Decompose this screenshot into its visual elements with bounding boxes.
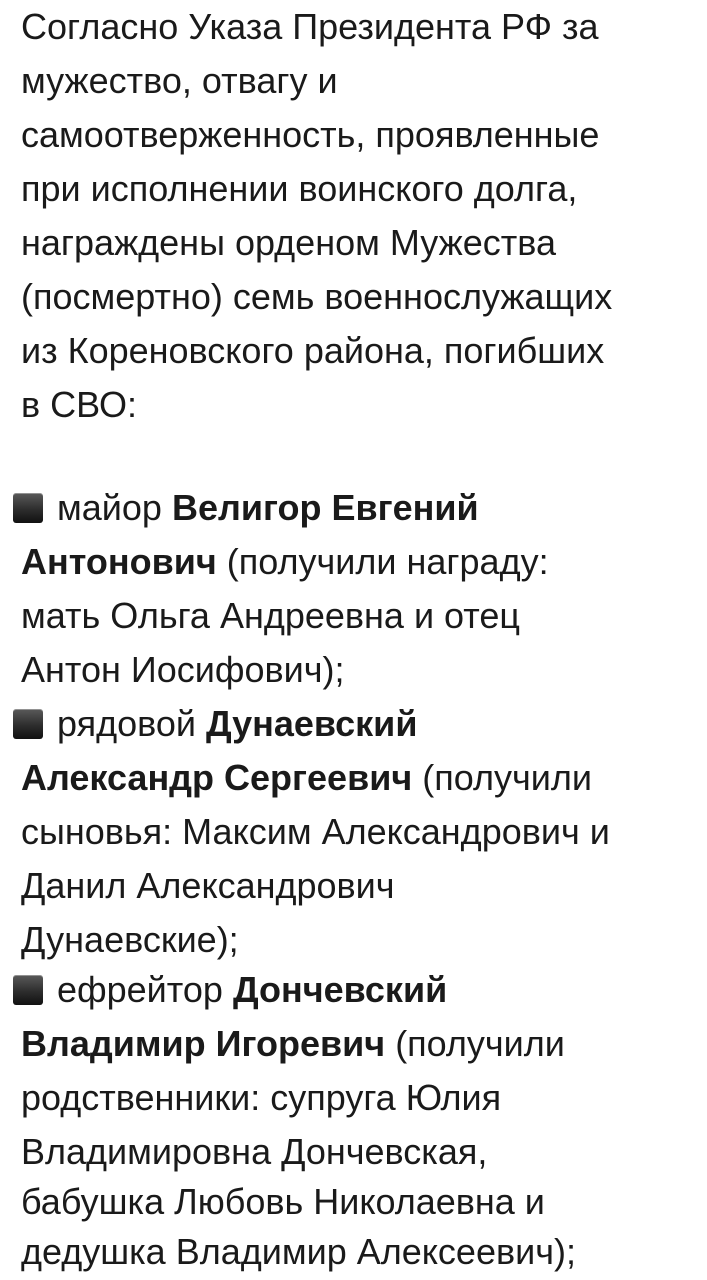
list-item-line bbox=[21, 535, 549, 589]
black-square-icon bbox=[13, 709, 43, 739]
intro-line: в СВО: bbox=[21, 384, 137, 425]
list-item bbox=[0, 697, 417, 751]
award-note-line: родственники: супруга Юлия bbox=[21, 1077, 502, 1118]
award-note-line: дедушка Владимир Алексеевич); bbox=[21, 1231, 576, 1272]
award-note-line: сыновья: Максим Александрович и bbox=[21, 811, 610, 852]
intro-line: мужество, отвагу и bbox=[21, 60, 338, 101]
person-name: Александр Сергеевич bbox=[21, 757, 413, 798]
rank: майор bbox=[57, 487, 162, 528]
award-note-line: бабушка Любовь Николаевна и bbox=[21, 1181, 545, 1222]
rank: рядовой bbox=[57, 703, 196, 744]
award-note-line: Дунаевские); bbox=[21, 919, 239, 960]
award-note: (получили bbox=[385, 1023, 565, 1064]
award-note-line: Владимировна Дончевская, bbox=[21, 1131, 488, 1172]
person-name: Дончевский bbox=[232, 969, 448, 1010]
list-item-line bbox=[21, 1017, 565, 1071]
list-item bbox=[0, 963, 447, 1017]
person-name: Владимир Игоревич bbox=[21, 1023, 386, 1064]
intro-line: Согласно Указа Президента РФ за bbox=[21, 6, 599, 47]
award-note-line: Антон Иосифович); bbox=[21, 649, 345, 690]
list-item bbox=[0, 481, 479, 535]
black-square-icon bbox=[13, 975, 43, 1005]
person-name: Дунаевский bbox=[206, 703, 418, 744]
intro-line: (посмертно) семь военнослужащих bbox=[21, 276, 613, 317]
person-name: Антонович bbox=[21, 541, 217, 582]
intro-line: из Кореновского района, погибших bbox=[21, 330, 605, 371]
intro-line: при исполнении воинского долга, bbox=[21, 168, 578, 209]
award-note: (получили награду: bbox=[216, 541, 549, 582]
intro-line: самоотверженность, проявленные bbox=[21, 114, 600, 155]
intro-line: награждены орденом Мужества bbox=[21, 222, 556, 263]
award-note-line: Данил Александрович bbox=[21, 865, 395, 906]
person-name: Велигор Евгений bbox=[171, 487, 479, 528]
black-square-icon bbox=[13, 493, 43, 523]
award-note: (получили bbox=[412, 757, 592, 798]
list-item-line bbox=[21, 751, 592, 805]
rank: ефрейтор bbox=[57, 969, 223, 1010]
award-note-line: мать Ольга Андреевна и отец bbox=[21, 595, 521, 636]
